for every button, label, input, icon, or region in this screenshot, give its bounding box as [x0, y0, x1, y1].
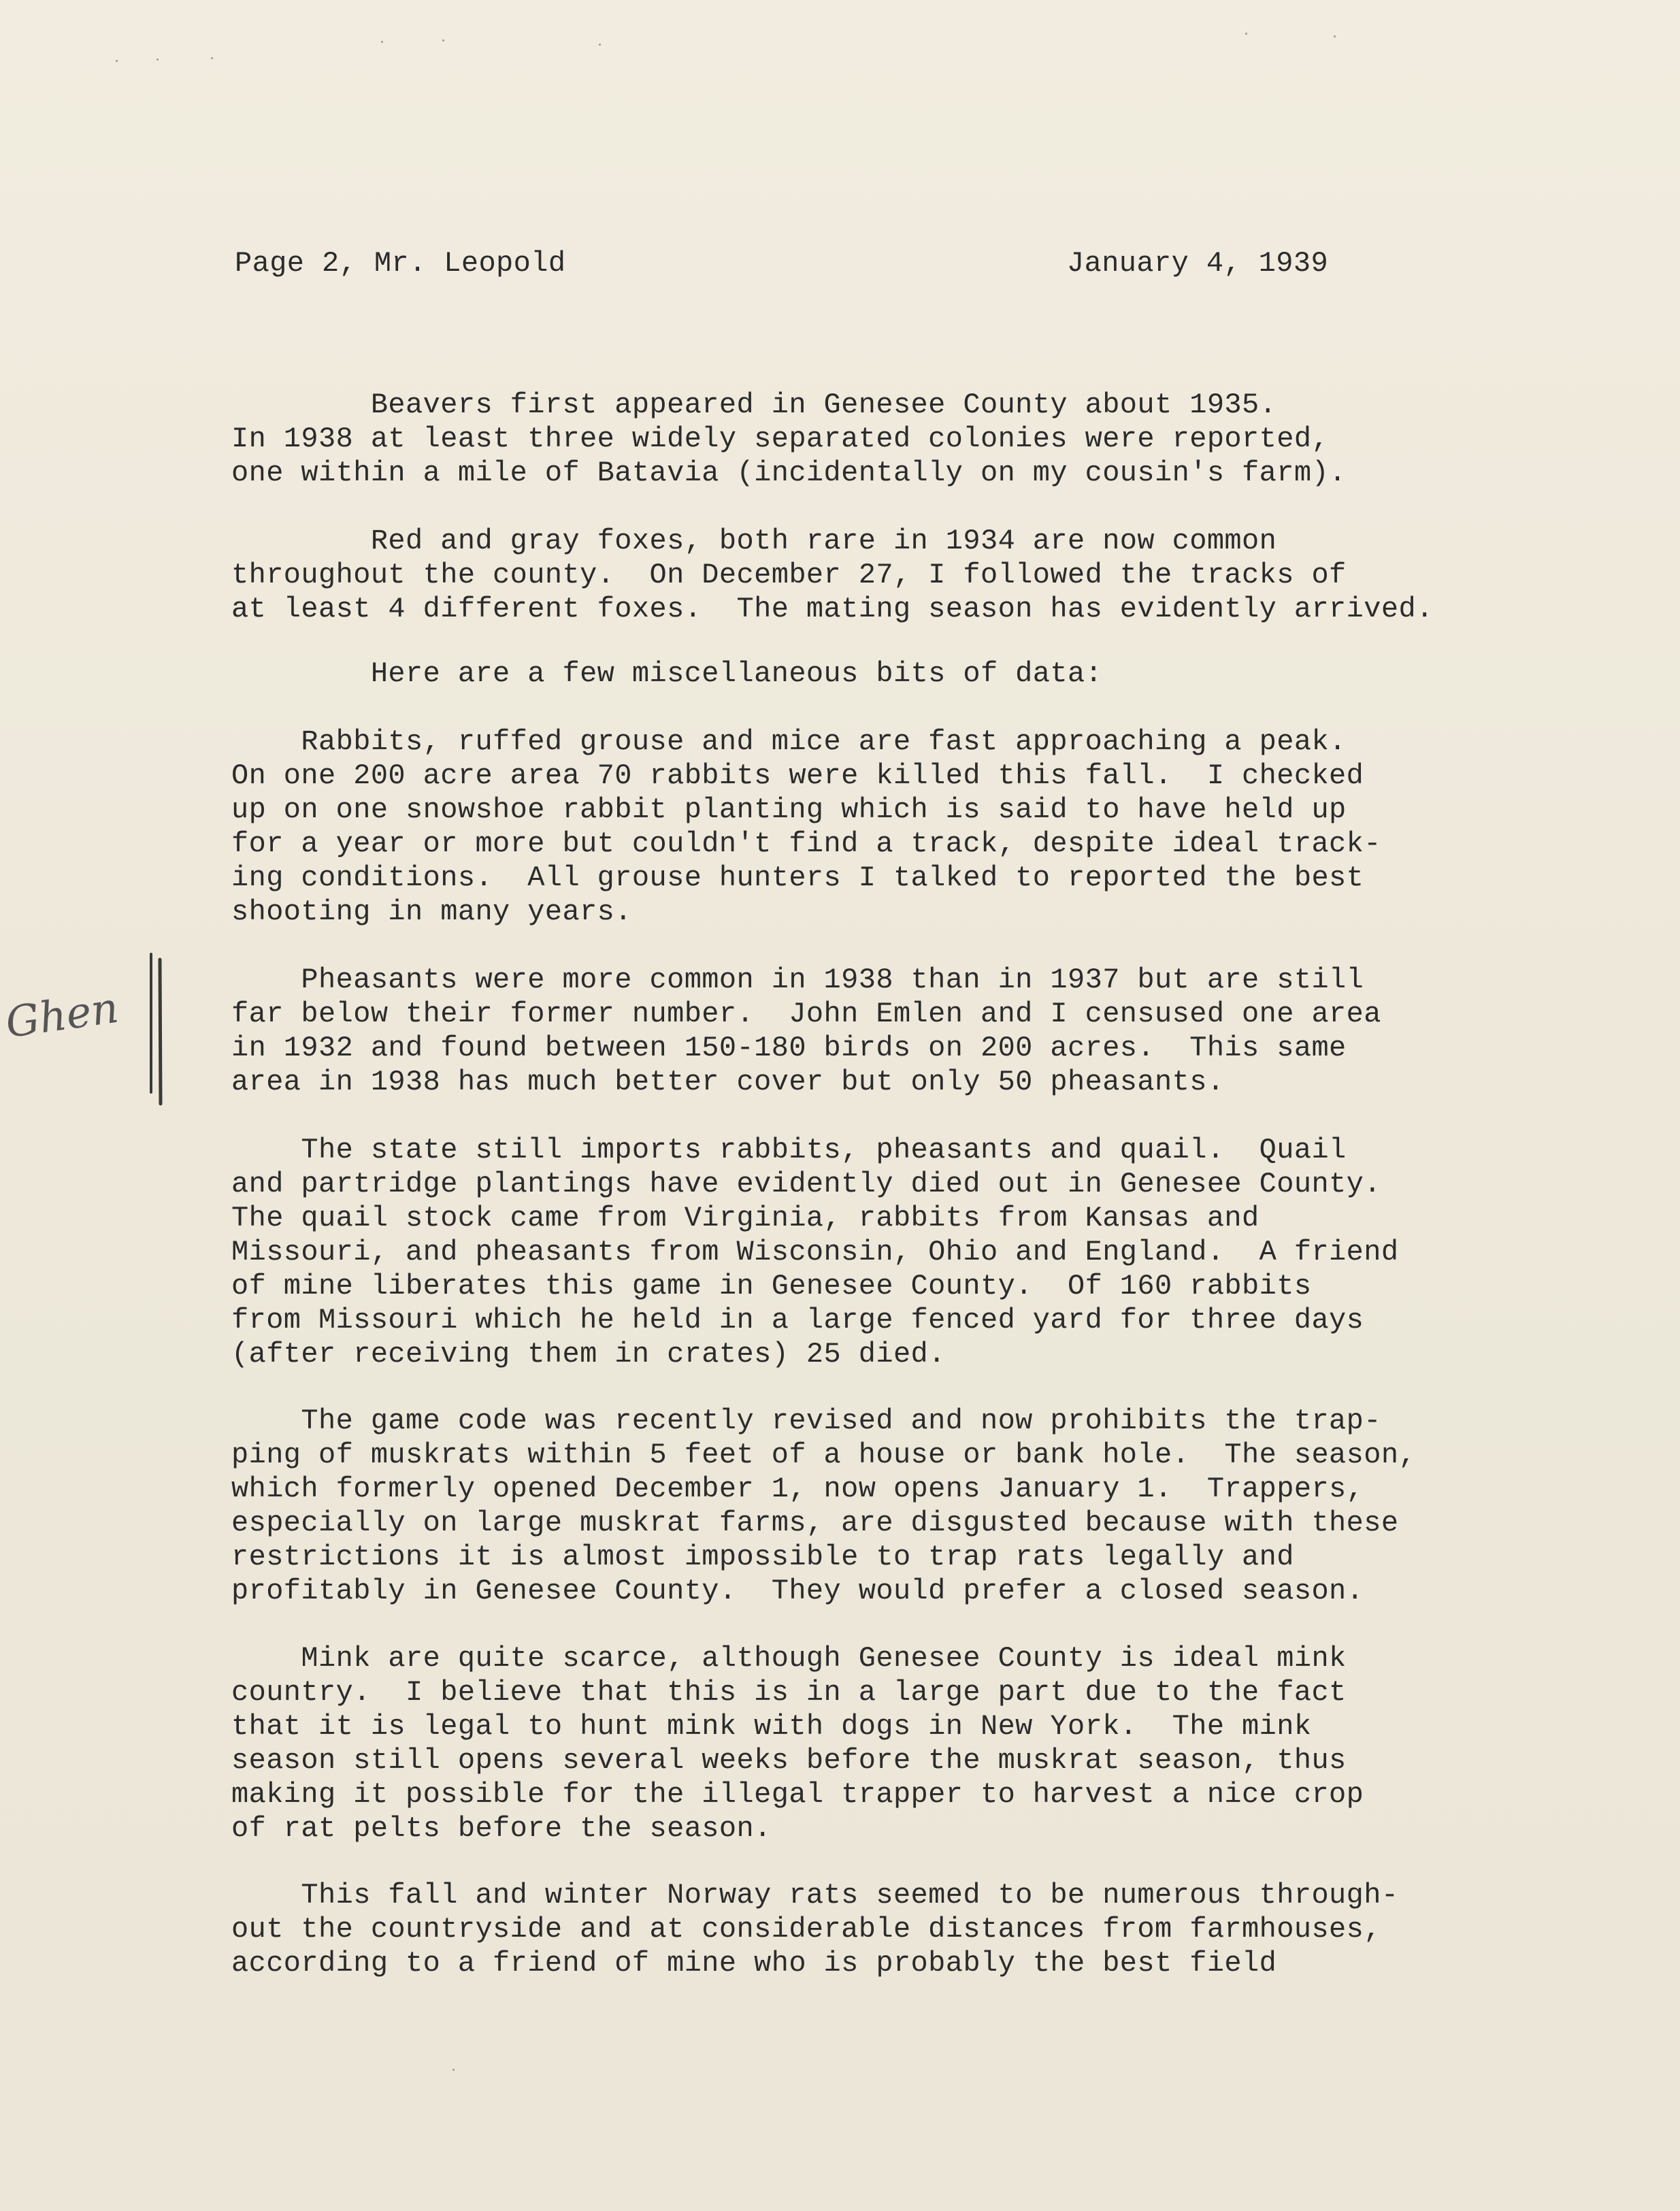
paper-speck [157, 59, 159, 61]
paper-speck [1245, 33, 1247, 35]
paragraph-game-code: The game code was recently revised and now prohibits the trap- ping of muskrats within 5 feet of a house or bank hole. The season, which formerly opened December 1, now opens January 1. Trappers, especially on large muskrat farms, are disgusted because with these restrictions it is almost impossible to trap rats legally and profitably in Genesee County. They would prefer a closed season. [231, 1405, 1417, 1607]
page-header-left: Page 2, Mr. Leopold [235, 247, 566, 280]
paragraph-foxes: Red and gray foxes, both rare in 1934 are now common throughout the county. On December 27, I followed the tracks of at least 4 different foxes. The mating season has evidently arrived. [231, 525, 1434, 625]
paragraph-beavers: Beavers first appeared in Genesee County about 1935. In 1938 at least three widely separated colonies were reported, one within a mile of Batavia (incidentally on my cousin's farm). [231, 389, 1347, 489]
paper-speck [599, 44, 601, 46]
paragraph-mink: Mink are quite scarce, although Genesee County is ideal mink country. I believe that this is in a large part due to the fact that it is legal to hunt mink with dogs in New York. The mink season still opens several weeks before the muskrat season, thus making it possible for the illegal trapper to harvest a nice crop of rat pelts before the season. [231, 1642, 1364, 1845]
paragraph-norway-rats: This fall and winter Norway rats seemed to be numerous through- out the countryside and at considerable distances from farmhouses, according to a friend of mine who is probably the best field [231, 1879, 1399, 1980]
paragraph-pheasants: Pheasants were more common in 1938 than in 1937 but are still far below their former number. John Emlen and I censused one area in 1932 and found between 150-180 birds on 200 acres. This same area in 1938 has much better cover but only 50 pheasants. [231, 964, 1381, 1098]
paper-speck [116, 60, 118, 62]
paper-speck [381, 41, 383, 43]
paragraph-rabbits: Rabbits, ruffed grouse and mice are fast approaching a peak. On one 200 acre area 70 rabbits were killed this fall. I checked up on one snowshoe rabbit planting which is said to have held up for a year or more but couldn't find a track, despite ideal track- ing conditions. All grouse hunters I talked to reported the best shooting in many years. [231, 725, 1381, 928]
paragraph-misc-intro: Here are a few miscellaneous bits of data: [231, 657, 1103, 690]
handwritten-margin-note: Ghen [2, 982, 122, 1048]
paper-speck [211, 57, 213, 59]
margin-bracket-mark [147, 953, 167, 1106]
paper-speck [1334, 35, 1336, 37]
paper-speck [442, 39, 444, 42]
page-header-date: January 4, 1939 [1067, 247, 1329, 280]
paper-speck [452, 2069, 455, 2071]
paragraph-imports: The state still imports rabbits, pheasants and quail. Quail and partridge plantings have evidently died out in Genesee County. The quail stock came from Virginia, rabbits from Kansas and Missouri, and pheasants from Wisconsin, Ohio and England. A friend of mine liberates this game in Genesee County. Of 160 rabbits from Missouri which he held in a large fenced yard for three days (after receiving them in crates) 25 died. [231, 1134, 1399, 1371]
